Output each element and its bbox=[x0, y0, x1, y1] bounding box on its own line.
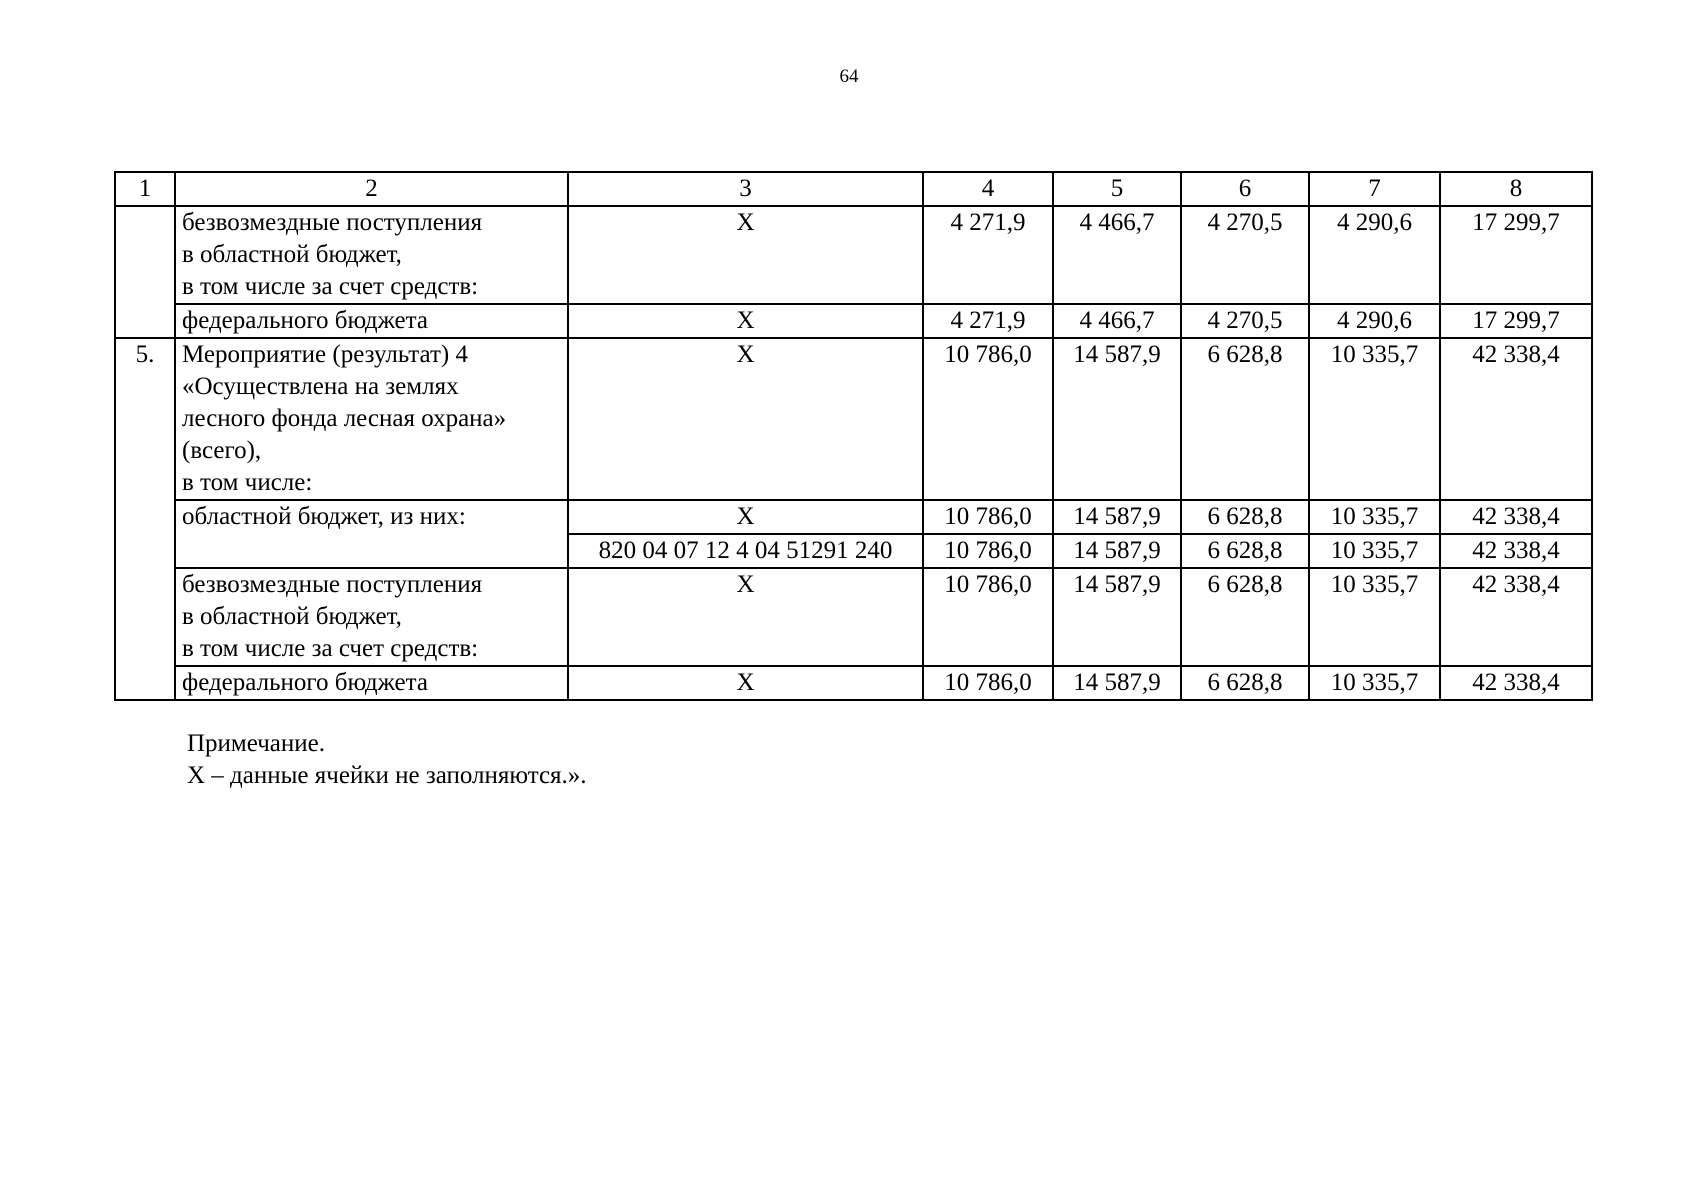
note-text: Х – данные ячейки не заполняются.». bbox=[187, 762, 587, 789]
row-description bbox=[175, 568, 568, 666]
header-cell-2: 2 bbox=[175, 172, 568, 206]
value-col-6: 6 628,8 bbox=[1181, 568, 1309, 666]
value-col-7: 4 290,6 bbox=[1309, 206, 1440, 304]
description-line: в том числе за счет средств: bbox=[182, 273, 479, 300]
value-col-5: 14 587,9 bbox=[1053, 666, 1181, 700]
row-description bbox=[175, 304, 568, 338]
value-col-7: 10 335,7 bbox=[1309, 534, 1440, 568]
value-col-4: 10 786,0 bbox=[923, 338, 1053, 500]
header-cell-6: 6 bbox=[1181, 172, 1309, 206]
table-row bbox=[115, 568, 1592, 666]
note-title: Примечание. bbox=[187, 730, 326, 757]
value-col-8: 42 338,4 bbox=[1440, 500, 1592, 534]
header-cell-5: 5 bbox=[1053, 172, 1181, 206]
value-col-8: 42 338,4 bbox=[1440, 666, 1592, 700]
value-col-4: 10 786,0 bbox=[923, 500, 1053, 534]
value-col-6: 6 628,8 bbox=[1181, 338, 1309, 500]
value-col-7: 10 335,7 bbox=[1309, 568, 1440, 666]
description-line: Мероприятие (результат) 4 bbox=[182, 341, 468, 368]
table-row bbox=[115, 304, 1592, 338]
value-col-7: 10 335,7 bbox=[1309, 500, 1440, 534]
table-row bbox=[115, 206, 1592, 304]
table-row bbox=[115, 338, 1592, 500]
description-line: «Осуществлена на землях bbox=[182, 373, 459, 400]
description-line: федерального бюджета bbox=[182, 669, 428, 696]
value-col-4: 10 786,0 bbox=[923, 568, 1053, 666]
table-row bbox=[115, 666, 1592, 700]
value-col-7: 10 335,7 bbox=[1309, 666, 1440, 700]
row-code: Х bbox=[568, 338, 923, 500]
row-code: 820 04 07 12 4 04 51291 240 bbox=[568, 534, 923, 568]
header-cell-3: 3 bbox=[568, 172, 923, 206]
budget-table bbox=[114, 171, 1593, 701]
header-row bbox=[115, 172, 1592, 206]
value-col-8: 42 338,4 bbox=[1440, 568, 1592, 666]
value-col-4: 4 271,9 bbox=[923, 206, 1053, 304]
table-note bbox=[187, 728, 587, 792]
row-code: Х bbox=[568, 500, 923, 534]
table-row bbox=[115, 500, 1592, 534]
value-col-5: 4 466,7 bbox=[1053, 206, 1181, 304]
value-col-6: 6 628,8 bbox=[1181, 666, 1309, 700]
value-col-4: 10 786,0 bbox=[923, 534, 1053, 568]
row-code: Х bbox=[568, 206, 923, 304]
description-line: в областной бюджет, bbox=[182, 241, 402, 268]
value-col-5: 14 587,9 bbox=[1053, 568, 1181, 666]
description-line: в областной бюджет, bbox=[182, 603, 402, 630]
value-col-8: 17 299,7 bbox=[1440, 206, 1592, 304]
value-col-5: 14 587,9 bbox=[1053, 500, 1181, 534]
value-col-5: 14 587,9 bbox=[1053, 534, 1181, 568]
value-col-6: 4 270,5 bbox=[1181, 304, 1309, 338]
header-cell-4: 4 bbox=[923, 172, 1053, 206]
value-col-6: 4 270,5 bbox=[1181, 206, 1309, 304]
row-code: Х bbox=[568, 568, 923, 666]
value-col-5: 14 587,9 bbox=[1053, 338, 1181, 500]
header-cell-1: 1 bbox=[115, 172, 175, 206]
row-number-cell bbox=[115, 206, 175, 338]
description-line: (всего), bbox=[182, 437, 262, 464]
header-cell-8: 8 bbox=[1440, 172, 1592, 206]
value-col-6: 6 628,8 bbox=[1181, 500, 1309, 534]
value-col-5: 4 466,7 bbox=[1053, 304, 1181, 338]
description-line: областной бюджет, из них: bbox=[182, 503, 466, 530]
row-code: Х bbox=[568, 304, 923, 338]
row-description bbox=[175, 206, 568, 304]
value-col-4: 4 271,9 bbox=[923, 304, 1053, 338]
value-col-7: 4 290,6 bbox=[1309, 304, 1440, 338]
value-col-7: 10 335,7 bbox=[1309, 338, 1440, 500]
value-col-6: 6 628,8 bbox=[1181, 534, 1309, 568]
row-code: Х bbox=[568, 666, 923, 700]
description-line: федерального бюджета bbox=[182, 307, 428, 334]
value-col-8: 17 299,7 bbox=[1440, 304, 1592, 338]
value-col-8: 42 338,4 bbox=[1440, 338, 1592, 500]
description-line: в том числе: bbox=[182, 469, 313, 496]
description-line: лесного фонда лесная охрана» bbox=[182, 405, 507, 432]
description-line: безвозмездные поступления bbox=[182, 209, 483, 236]
page-number: 64 bbox=[839, 66, 859, 87]
header-cell-7: 7 bbox=[1309, 172, 1440, 206]
row-description bbox=[175, 338, 568, 500]
description-line: безвозмездные поступления bbox=[182, 571, 483, 598]
row-description bbox=[175, 500, 568, 568]
value-col-8: 42 338,4 bbox=[1440, 534, 1592, 568]
row-description bbox=[175, 666, 568, 700]
value-col-4: 10 786,0 bbox=[923, 666, 1053, 700]
row-number-cell: 5. bbox=[115, 338, 175, 700]
description-line: в том числе за счет средств: bbox=[182, 635, 479, 662]
